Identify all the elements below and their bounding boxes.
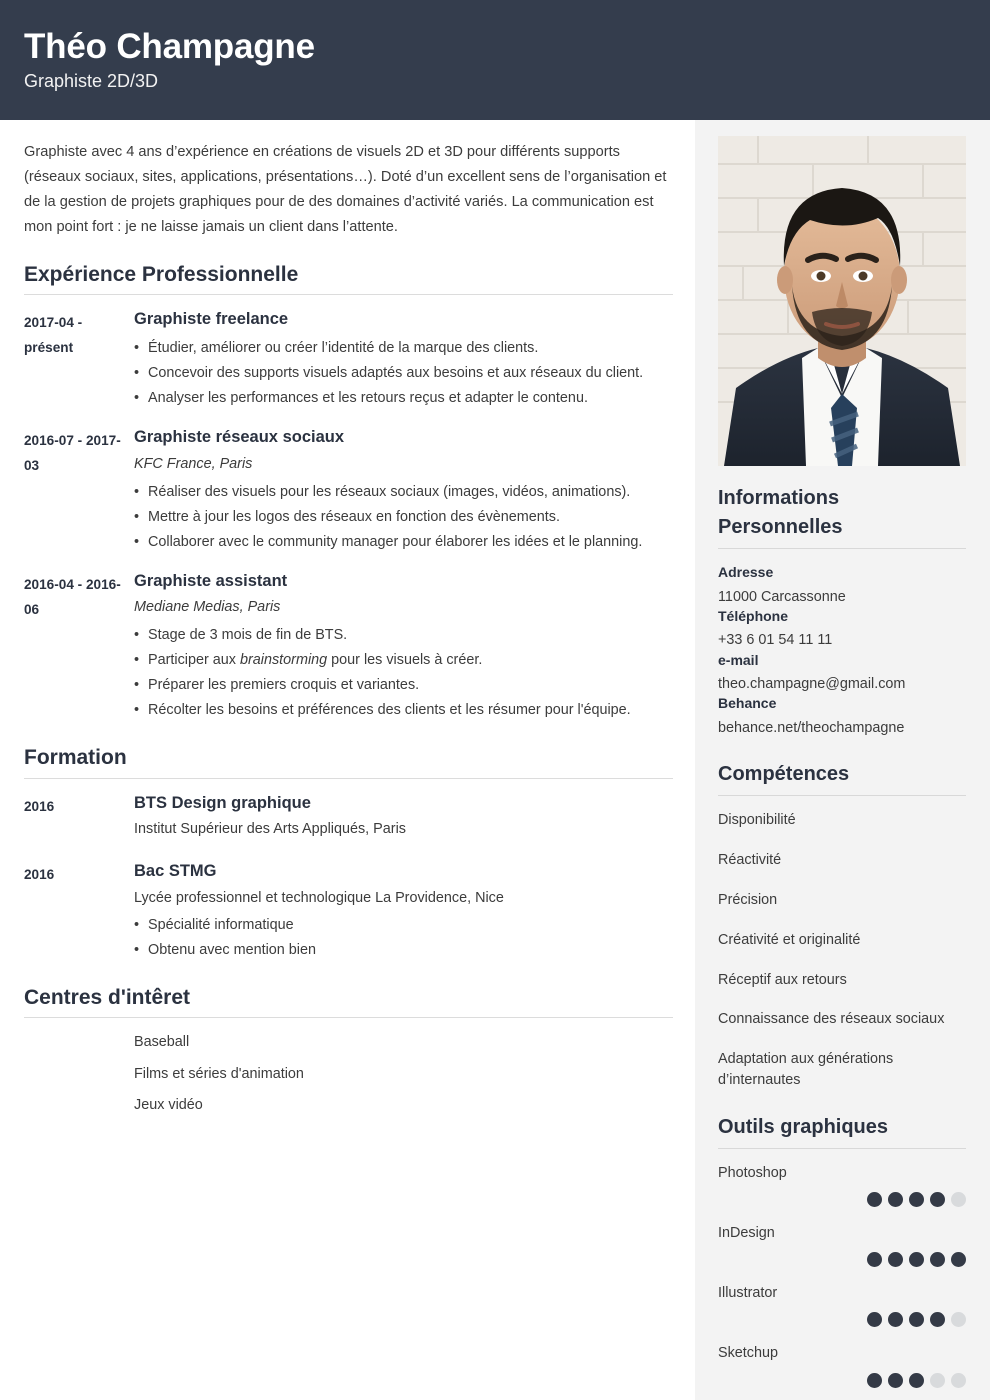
- experience-role: Graphiste assistant: [134, 571, 288, 590]
- skill-item: Précision: [718, 891, 778, 908]
- skill-item: Connaissance des réseaux sociaux: [718, 1011, 945, 1028]
- experience-date: 2016-04 - 2016-06: [24, 576, 121, 617]
- experience-bullet: • Participer aux brainstorming pour les visuels à créer.: [134, 648, 673, 673]
- experience-organization: Mediane Medias, Paris: [134, 599, 281, 616]
- interest-item: [24, 1095, 673, 1115]
- contacts-list: [718, 563, 966, 738]
- sidebar-column: [695, 120, 990, 1400]
- candidate-job-title: Graphiste 2D/3D: [24, 71, 159, 92]
- rating-dot: [888, 1192, 903, 1207]
- education-bullet: • Spécialité informatique: [134, 913, 673, 938]
- tool-rating: [718, 1252, 966, 1267]
- tools-section: [718, 1113, 966, 1388]
- tools-divider: [718, 1148, 966, 1149]
- skill-item: Créativité et originalité: [718, 931, 861, 948]
- tool-item: [718, 1283, 966, 1327]
- interests-list: [24, 1032, 673, 1114]
- experience-content: [134, 571, 673, 724]
- rating-dot: [930, 1252, 945, 1267]
- interest-spacer: [24, 1064, 134, 1084]
- education-date: 2016: [24, 798, 55, 814]
- experience-entry: [24, 571, 673, 724]
- experience-date: 2017-04 - présent: [24, 315, 83, 356]
- main-column: [0, 120, 695, 1400]
- contact-item: [718, 607, 966, 651]
- tool-rating: [718, 1312, 966, 1327]
- tool-name: InDesign: [718, 1225, 775, 1242]
- experience-bullet-list: [134, 480, 673, 555]
- rating-dot: [888, 1373, 903, 1388]
- experience-entry: [24, 427, 673, 555]
- experience-bullet: • Stage de 3 mois de fin de BTS.: [134, 623, 673, 648]
- tool-name: Illustrator: [718, 1285, 778, 1302]
- experience-role: Graphiste réseaux sociaux: [134, 427, 345, 446]
- experience-bullet: • Préparer les premiers croquis et variantes.: [134, 673, 673, 698]
- rating-dot: [867, 1312, 882, 1327]
- skill-item: Disponibilité: [718, 812, 796, 828]
- experience-date: 2016-07 - 2017-03: [24, 432, 121, 473]
- rating-dot: [951, 1252, 966, 1267]
- interest-label: Baseball: [134, 1034, 190, 1051]
- education-list: [24, 793, 673, 963]
- education-content: [134, 861, 673, 963]
- education-school: Institut Supérieur des Arts Appliqués, Paris: [134, 821, 406, 838]
- experience-role: Graphiste freelance: [134, 310, 289, 329]
- education-entry: [24, 861, 673, 963]
- interest-spacer: [24, 1095, 134, 1115]
- rating-dot: [951, 1192, 966, 1207]
- personal-info-heading: Informations Personnelles: [718, 487, 843, 538]
- skills-list: [718, 810, 966, 1091]
- tool-item: [718, 1223, 966, 1267]
- education-entry: [24, 793, 673, 845]
- experience-bullet-list: [134, 336, 673, 411]
- experience-bullet: • Mettre à jour les logos des réseaux en fonction des évènements.: [134, 505, 673, 530]
- contact-label: Téléphone: [718, 607, 789, 624]
- skills-section: [718, 760, 966, 1091]
- experience-bullet: • Analyser les performances et les retours reçus et adapter le contenu.: [134, 386, 673, 411]
- tool-name: Photoshop: [718, 1165, 787, 1181]
- tool-item: [718, 1163, 966, 1207]
- profile-summary: Graphiste avec 4 ans d’expérience en créations de visuels 2D et 3D pour différents supports (réseaux sociaux, sites, applications, présentations…). Doté d’un excellent sens de l’organisation et de la gestion de projets graphiques pour de des domaines d’activité variés. La communication est mon point fort : je ne laisse jamais un client dans l’attente.: [24, 144, 667, 235]
- tool-rating: [718, 1192, 966, 1207]
- candidate-name: Théo Champagne: [24, 26, 315, 66]
- tool-item: [718, 1343, 966, 1387]
- interest-item: [24, 1064, 673, 1084]
- experience-bullet: • Réaliser des visuels pour les réseaux sociaux (images, vidéos, animations).: [134, 480, 673, 505]
- experience-organization: KFC France, Paris: [134, 455, 253, 472]
- tools-heading: Outils graphiques: [718, 1116, 889, 1138]
- rating-dot: [867, 1252, 882, 1267]
- portrait-photo-icon: [718, 136, 966, 466]
- rating-dot: [951, 1373, 966, 1388]
- contact-label: Adresse: [718, 564, 774, 580]
- contact-item: [718, 563, 966, 607]
- education-heading: Formation: [24, 746, 127, 770]
- interests-heading: Centres d'intêret: [24, 986, 191, 1010]
- tool-rating: [718, 1373, 966, 1388]
- experience-bullet: • Concevoir des supports visuels adaptés aux besoins et aux réseaux du client.: [134, 361, 673, 386]
- skill-item: Adaptation aux générations d’internautes: [718, 1051, 894, 1089]
- education-content: [134, 793, 673, 845]
- contact-item: [718, 694, 966, 738]
- resume-body: [0, 120, 990, 1400]
- interest-item: [24, 1032, 673, 1052]
- rating-dot: [888, 1252, 903, 1267]
- education-date: 2016: [24, 866, 55, 882]
- personal-info-divider: [718, 548, 966, 549]
- resume-header: [0, 0, 990, 120]
- rating-dot: [867, 1192, 882, 1207]
- rating-dot: [909, 1252, 924, 1267]
- skill-item: Réactivité: [718, 851, 782, 868]
- interest-label: Films et séries d'animation: [134, 1065, 304, 1082]
- experience-content: [134, 427, 673, 555]
- contact-value[interactable]: 11000 Carcassonne: [718, 588, 846, 605]
- experience-heading: Expérience Professionnelle: [24, 263, 299, 286]
- rating-dot: [909, 1192, 924, 1207]
- contact-value[interactable]: +33 6 01 54 11 11: [718, 632, 833, 649]
- contact-label: e-mail: [718, 651, 759, 668]
- education-school: Lycée professionnel et technologique La Providence, Nice: [134, 889, 504, 906]
- rating-dot: [867, 1373, 882, 1388]
- contact-item: [718, 651, 966, 695]
- education-degree: Bac STMG: [134, 861, 217, 880]
- avatar: [718, 136, 966, 466]
- education-degree: BTS Design graphique: [134, 793, 311, 812]
- experience-bullet: • Étudier, améliorer ou créer l’identité de la marque des clients.: [134, 336, 673, 361]
- education-bullet: • Obtenu avec mention bien: [134, 938, 673, 963]
- experience-bullet: • Récolter les besoins et préférences des clients et les résumer pour l'équipe.: [134, 698, 673, 723]
- interests-section: [24, 985, 673, 1115]
- skills-divider: [718, 795, 966, 796]
- experience-list: [24, 309, 673, 723]
- experience-entry: [24, 309, 673, 411]
- experience-content: [134, 309, 673, 411]
- skill-item: Réceptif aux retours: [718, 971, 847, 988]
- experience-bullet-list: [134, 623, 673, 723]
- experience-section: [24, 262, 673, 723]
- experience-divider: [24, 294, 673, 295]
- contact-value[interactable]: behance.net/theochampagne: [718, 719, 905, 736]
- rating-dot: [930, 1192, 945, 1207]
- education-section: [24, 745, 673, 963]
- experience-bullet: • Collaborer avec le community manager pour élaborer les idées et le planning.: [134, 530, 673, 555]
- education-divider: [24, 778, 673, 779]
- interest-label: Jeux vidéo: [134, 1096, 203, 1113]
- personal-info-section: [718, 484, 966, 738]
- interests-divider: [24, 1017, 673, 1018]
- contact-label: Behance: [718, 695, 777, 712]
- tool-name: Sketchup: [718, 1345, 779, 1362]
- rating-dot: [930, 1312, 945, 1327]
- rating-dot: [951, 1312, 966, 1327]
- interest-spacer: [24, 1032, 134, 1052]
- rating-dot: [930, 1373, 945, 1388]
- skills-heading: Compétences: [718, 763, 850, 785]
- tools-list: [718, 1163, 966, 1388]
- contact-value[interactable]: theo.champagne@gmail.com: [718, 676, 906, 693]
- rating-dot: [909, 1373, 924, 1388]
- education-bullet-list: [134, 913, 673, 963]
- rating-dot: [909, 1312, 924, 1327]
- rating-dot: [888, 1312, 903, 1327]
